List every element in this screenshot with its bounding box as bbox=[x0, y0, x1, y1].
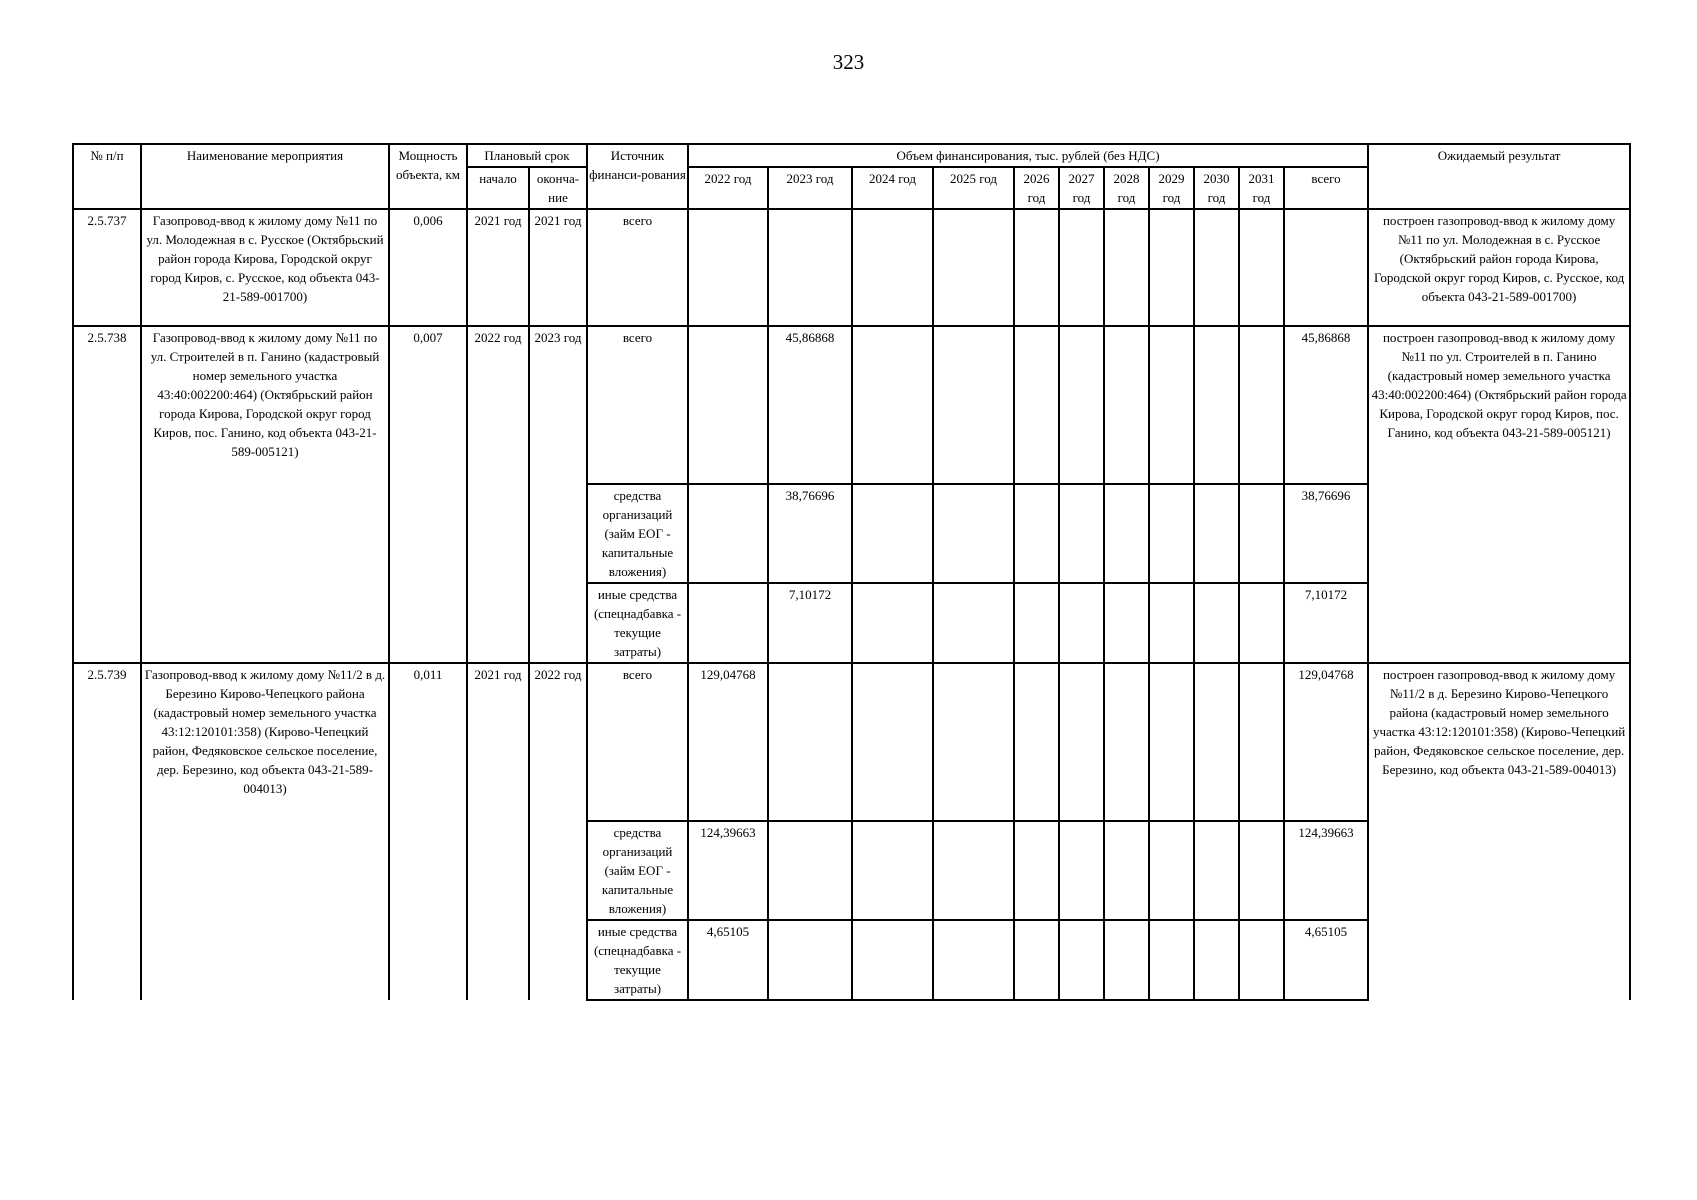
cell-2028 bbox=[1104, 484, 1149, 583]
cell-2025 bbox=[933, 209, 1014, 326]
header-num: № п/п bbox=[73, 144, 141, 209]
cell-total: 129,04768 bbox=[1284, 663, 1368, 821]
cell-2031 bbox=[1239, 821, 1284, 920]
row-power: 0,006 bbox=[389, 209, 467, 326]
row-source: всего bbox=[587, 209, 688, 326]
cell-2030 bbox=[1194, 821, 1239, 920]
cell-2026 bbox=[1014, 326, 1059, 484]
cell-2026 bbox=[1014, 484, 1059, 583]
row-name: Газопровод-ввод к жилому дому №11 по ул. Молодежная в с. Русское (Октябрьский район города Кирова, Городской округ город Киров, с. Русское, код объекта 043-21-589-001700) bbox=[141, 209, 389, 326]
header-year: 2031 год bbox=[1239, 167, 1284, 209]
cell-2024 bbox=[852, 920, 933, 1000]
cell-2029 bbox=[1149, 484, 1194, 583]
cell-2029 bbox=[1149, 821, 1194, 920]
cell-2030 bbox=[1194, 484, 1239, 583]
row-result: построен газопровод-ввод к жилому дому №11 по ул. Строителей в п. Ганино (кадастровый номер земельного участка 43:40:002200:464) (Октябрьский район города Кирова, Городской округ город Киров, пос. Ганино, код объекта 043-21-589-005121) bbox=[1368, 326, 1630, 663]
cell-2031 bbox=[1239, 663, 1284, 821]
header-year: 2025 год bbox=[933, 167, 1014, 209]
cell-2026 bbox=[1014, 920, 1059, 1000]
header-year: 2030 год bbox=[1194, 167, 1239, 209]
cell-2026 bbox=[1014, 663, 1059, 821]
row-source: всего bbox=[587, 326, 688, 484]
cell-2022: 4,65105 bbox=[688, 920, 768, 1000]
cell-2031 bbox=[1239, 920, 1284, 1000]
cell-2030 bbox=[1194, 209, 1239, 326]
cell-2022: 129,04768 bbox=[688, 663, 768, 821]
cell-total: 38,76696 bbox=[1284, 484, 1368, 583]
row-name: Газопровод-ввод к жилому дому №11 по ул. Строителей в п. Ганино (кадастровый номер земельного участка 43:40:002200:464) (Октябрьский район города Кирова, Городской округ город Киров, пос. Ганино, код объекта 043-21-589-005121) bbox=[141, 326, 389, 663]
cell-2029 bbox=[1149, 326, 1194, 484]
cell-2024 bbox=[852, 326, 933, 484]
row-result: построен газопровод-ввод к жилому дому №11/2 в д. Березино Кирово-Чепецкого района (кадастровый номер земельного участка 43:12:120101:358) (Кирово-Чепецкий район, Федяковское сельское поселение, дер. Березино, код объекта 043-21-589-004013) bbox=[1368, 663, 1630, 1000]
cell-2023: 7,10172 bbox=[768, 583, 852, 663]
row-source: всего bbox=[587, 663, 688, 821]
header-result: Ожидаемый результат bbox=[1368, 144, 1630, 209]
table-header bbox=[73, 144, 1630, 209]
row-num: 2.5.737 bbox=[73, 209, 141, 326]
cell-2029 bbox=[1149, 663, 1194, 821]
cell-total: 45,86868 bbox=[1284, 326, 1368, 484]
cell-total: 124,39663 bbox=[1284, 821, 1368, 920]
cell-2026 bbox=[1014, 821, 1059, 920]
cell-2024 bbox=[852, 583, 933, 663]
header-year: 2028 год bbox=[1104, 167, 1149, 209]
cell-2024 bbox=[852, 209, 933, 326]
row-end: 2022 год bbox=[529, 663, 587, 1000]
cell-2027 bbox=[1059, 484, 1104, 583]
cell-2027 bbox=[1059, 583, 1104, 663]
header-start: начало bbox=[467, 167, 529, 209]
header-end: оконча-ние bbox=[529, 167, 587, 209]
cell-2027 bbox=[1059, 821, 1104, 920]
header-volume: Объем финансирования, тыс. рублей (без НДС) bbox=[688, 144, 1368, 167]
table-row bbox=[73, 209, 1630, 326]
header-name: Наименование мероприятия bbox=[141, 144, 389, 209]
table-row bbox=[73, 326, 1630, 484]
cell-2025 bbox=[933, 821, 1014, 920]
cell-2023 bbox=[768, 920, 852, 1000]
row-num: 2.5.739 bbox=[73, 663, 141, 1000]
page-number: 323 bbox=[832, 50, 865, 74]
financing-table bbox=[72, 143, 1631, 1001]
cell-2028 bbox=[1104, 821, 1149, 920]
cell-2026 bbox=[1014, 209, 1059, 326]
header-total: всего bbox=[1284, 167, 1368, 209]
cell-2027 bbox=[1059, 209, 1104, 326]
cell-2025 bbox=[933, 326, 1014, 484]
cell-2024 bbox=[852, 663, 933, 821]
header-year: 2027 год bbox=[1059, 167, 1104, 209]
cell-2026 bbox=[1014, 583, 1059, 663]
cell-total: 4,65105 bbox=[1284, 920, 1368, 1000]
table-row bbox=[73, 663, 1630, 821]
header-year: 2023 год bbox=[768, 167, 852, 209]
cell-2022 bbox=[688, 326, 768, 484]
cell-2028 bbox=[1104, 209, 1149, 326]
header-year: 2029 год bbox=[1149, 167, 1194, 209]
row-source: средства организаций (займ ЕОГ - капитальные вложения) bbox=[587, 821, 688, 920]
cell-2025 bbox=[933, 583, 1014, 663]
cell-2030 bbox=[1194, 583, 1239, 663]
cell-2030 bbox=[1194, 663, 1239, 821]
header-source: Источник финанси-рования bbox=[587, 144, 688, 209]
row-start: 2021 год bbox=[467, 663, 529, 1000]
cell-2029 bbox=[1149, 209, 1194, 326]
header-year: 2024 год bbox=[852, 167, 933, 209]
cell-2030 bbox=[1194, 326, 1239, 484]
cell-2023 bbox=[768, 209, 852, 326]
row-source: иные средства (спецнадбавка - текущие затраты) bbox=[587, 583, 688, 663]
cell-2028 bbox=[1104, 583, 1149, 663]
cell-total bbox=[1284, 209, 1368, 326]
cell-2028 bbox=[1104, 326, 1149, 484]
cell-2022 bbox=[688, 583, 768, 663]
cell-2029 bbox=[1149, 920, 1194, 1000]
row-source: средства организаций (займ ЕОГ - капитальные вложения) bbox=[587, 484, 688, 583]
cell-2029 bbox=[1149, 583, 1194, 663]
cell-2023: 38,76696 bbox=[768, 484, 852, 583]
cell-2023: 45,86868 bbox=[768, 326, 852, 484]
row-power: 0,011 bbox=[389, 663, 467, 1000]
cell-2022 bbox=[688, 484, 768, 583]
header-year: 2022 год bbox=[688, 167, 768, 209]
cell-2031 bbox=[1239, 583, 1284, 663]
cell-2030 bbox=[1194, 920, 1239, 1000]
cell-2031 bbox=[1239, 326, 1284, 484]
cell-2024 bbox=[852, 821, 933, 920]
row-power: 0,007 bbox=[389, 326, 467, 663]
row-name: Газопровод-ввод к жилому дому №11/2 в д. Березино Кирово-Чепецкого района (кадастровый номер земельного участка 43:12:120101:358) (Кирово-Чепецкий район, Федяковское сельское поселение, дер. Березино, код объекта 043-21-589-004013) bbox=[141, 663, 389, 1000]
cell-2023 bbox=[768, 821, 852, 920]
cell-2022: 124,39663 bbox=[688, 821, 768, 920]
row-end: 2021 год bbox=[529, 209, 587, 326]
header-plan-term: Плановый срок bbox=[467, 144, 587, 167]
cell-2025 bbox=[933, 920, 1014, 1000]
cell-2027 bbox=[1059, 663, 1104, 821]
cell-2028 bbox=[1104, 663, 1149, 821]
cell-2025 bbox=[933, 663, 1014, 821]
cell-2031 bbox=[1239, 484, 1284, 583]
cell-2031 bbox=[1239, 209, 1284, 326]
cell-total: 7,10172 bbox=[1284, 583, 1368, 663]
cell-2027 bbox=[1059, 326, 1104, 484]
cell-2023 bbox=[768, 663, 852, 821]
row-source: иные средства (спецнадбавка - текущие затраты) bbox=[587, 920, 688, 1000]
cell-2025 bbox=[933, 484, 1014, 583]
row-start: 2021 год bbox=[467, 209, 529, 326]
header-power: Мощность объекта, км bbox=[389, 144, 467, 209]
row-start: 2022 год bbox=[467, 326, 529, 663]
cell-2022 bbox=[688, 209, 768, 326]
row-num: 2.5.738 bbox=[73, 326, 141, 663]
cell-2028 bbox=[1104, 920, 1149, 1000]
header-year: 2026 год bbox=[1014, 167, 1059, 209]
row-end: 2023 год bbox=[529, 326, 587, 663]
cell-2024 bbox=[852, 484, 933, 583]
cell-2027 bbox=[1059, 920, 1104, 1000]
row-result: построен газопровод-ввод к жилому дому №11 по ул. Молодежная в с. Русское (Октябрьский район города Кирова, Городской округ город Киров, с. Русское, код объекта 043-21-589-001700) bbox=[1368, 209, 1630, 326]
